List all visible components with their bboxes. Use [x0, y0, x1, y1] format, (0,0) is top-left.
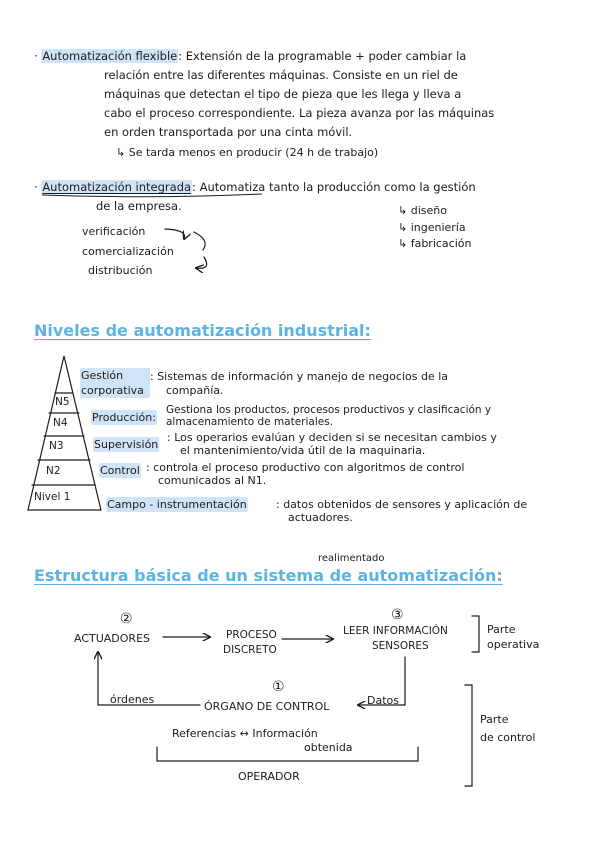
step-number-1: ①: [272, 679, 285, 695]
underline: [42, 194, 262, 197]
flexible-line2: relación entre las diferentes máquinas. Consiste en un riel de: [104, 68, 458, 82]
integrada-left-item: distribución: [88, 264, 153, 277]
cycle-arrow: [196, 257, 207, 268]
flexible-line3: máquinas que detectan el tipo de pieza que les llega y lleva a: [104, 87, 462, 101]
proceso-label: PROCESO: [226, 629, 277, 641]
colon: :: [178, 49, 183, 63]
obtenida-label: obtenida: [304, 741, 353, 754]
integrada-right-item: ↳ ingeniería: [398, 221, 466, 234]
step-number-2: ②: [120, 611, 133, 627]
integrada-line2: de la empresa.: [96, 199, 182, 213]
level-desc: actuadores.: [288, 511, 353, 524]
level-desc: el mantenimiento/vida útil de la maquinaria.: [180, 444, 426, 457]
cycle-arrow: [165, 229, 185, 239]
niveles-title: Niveles de automatización industrial:: [34, 321, 371, 340]
parte-operativa: operativa: [487, 638, 540, 651]
step-number-3: ③: [391, 607, 404, 623]
bullet: ·: [34, 49, 38, 63]
pyramid-label: N4: [53, 417, 68, 429]
level-desc: : Sistemas de información y manejo de negocios de la: [150, 370, 448, 383]
flexible-line5: en orden transportada por una cinta móvil.: [104, 125, 353, 139]
bullet: ·: [34, 180, 38, 194]
organo-de-control: ÓRGANO DE CONTROL: [204, 700, 330, 713]
integrada-line1: Automatiza tanto la producción como la gestión: [199, 180, 476, 194]
realimentado-annotation: realimentado: [318, 553, 385, 564]
bracket: [465, 685, 472, 786]
pyramid-label: N3: [49, 440, 64, 452]
level-name: Supervisión: [94, 438, 159, 451]
integrada-left-item: comercialización: [82, 245, 174, 258]
level-desc: Gestiona los productos, procesos productivos y clasificación y: [166, 404, 492, 416]
level-desc: : controla el proceso productivo con algoritmos de control: [146, 461, 465, 474]
level-desc: almacenamiento de materiales.: [166, 416, 334, 428]
parte-de-control: de control: [480, 731, 536, 744]
bracket: [472, 616, 479, 652]
integrada-right-item: ↳ fabricación: [398, 237, 472, 250]
level-name: Campo - instrumentación: [107, 498, 247, 511]
flexible-line4: cabo el proceso correspondiente. La pieza avanza por las máquinas: [104, 106, 495, 120]
leer-informacion-label: LEER INFORMACIÓN: [343, 625, 448, 637]
integrada-right-item: ↳ diseño: [398, 204, 447, 217]
datos-label: Datos: [367, 694, 399, 707]
level-name: Gestión corporativa: [80, 368, 150, 398]
pyramid: [28, 356, 101, 510]
level-desc: : datos obtenidos de sensores y aplicación de: [276, 498, 528, 511]
level-desc: : Los operarios evalúan y deciden si se necesitan cambios y: [167, 431, 497, 444]
colon: :: [192, 180, 196, 194]
arrow: [358, 657, 405, 705]
operador-bracket: [157, 747, 418, 761]
cycle-arrow: [194, 232, 205, 250]
parte-de-control: Parte: [480, 713, 509, 726]
level-desc: comunicados al N1.: [158, 474, 267, 487]
integrada-left-item: verificación: [82, 225, 146, 238]
referencias-informacion: Referencias ↔ Información: [172, 727, 318, 740]
parte-operativa: Parte: [487, 623, 516, 636]
actuadores-box: ACTUADORES: [74, 632, 151, 645]
arrow: [98, 652, 200, 705]
flexible-term: Automatización flexible: [42, 49, 178, 63]
level-name: Control: [100, 464, 140, 477]
flexible-note: ↳ Se tarda menos en producir (24 h de trabajo): [116, 146, 379, 159]
pyramid-label: Nivel 1: [34, 491, 71, 503]
estructura-title: Estructura básica de un sistema de automatización:: [34, 566, 503, 585]
flexible-line1: Extensión de la programable + poder cambiar la: [185, 49, 467, 63]
integrada-term: Automatización integrada: [42, 180, 192, 194]
proceso-label: DISCRETO: [223, 644, 277, 656]
sensores-label: SENSORES: [372, 640, 429, 652]
level-name: Producción:: [92, 411, 156, 424]
pyramid-label: N2: [46, 465, 61, 477]
pyramid-label: N5: [55, 396, 70, 408]
ordenes-label: órdenes: [110, 693, 155, 706]
level-desc: compañía.: [166, 384, 224, 397]
operador-label: OPERADOR: [238, 770, 300, 783]
